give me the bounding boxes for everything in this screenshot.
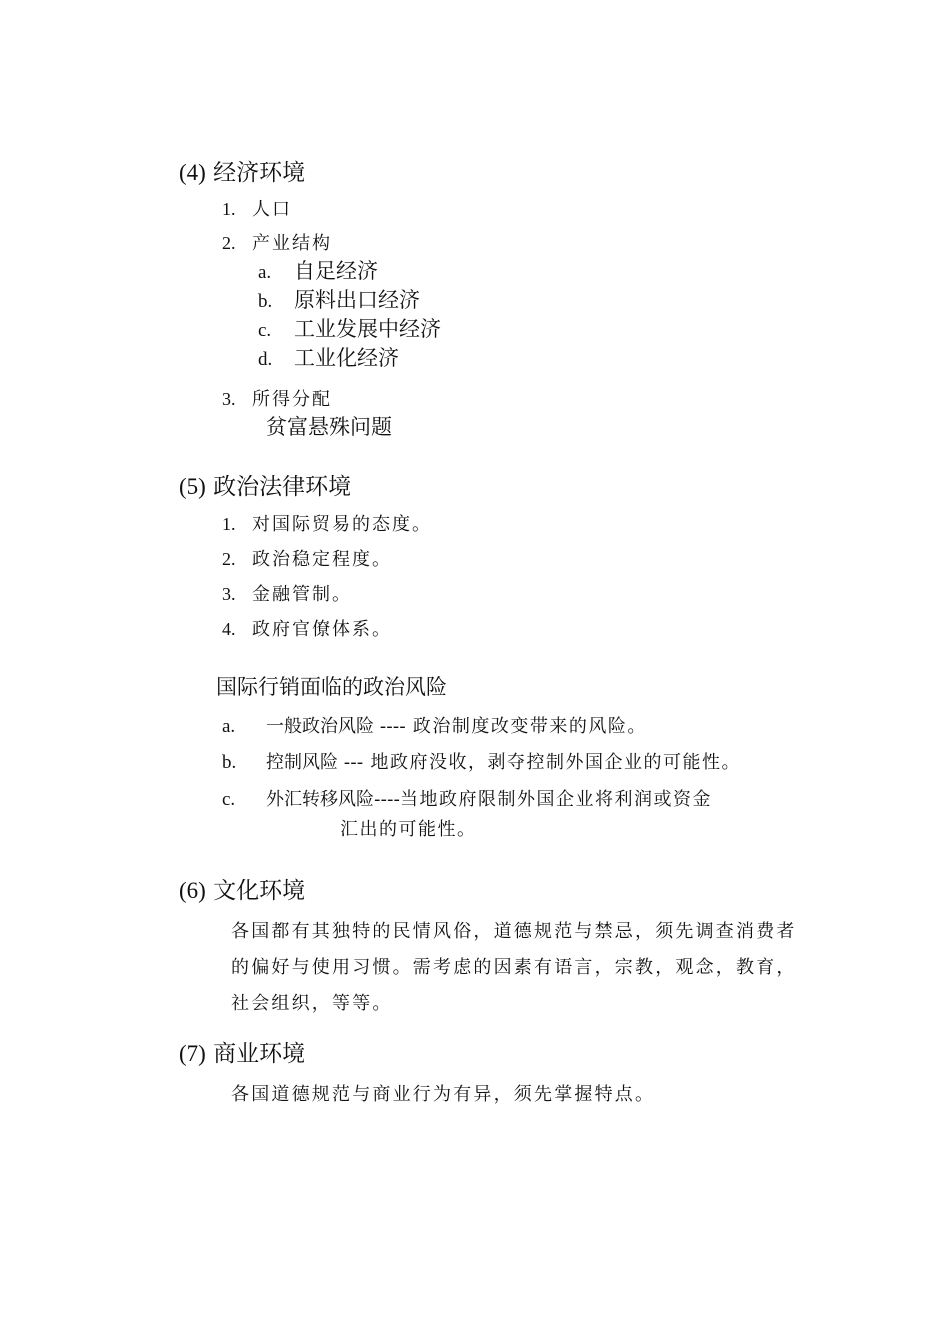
risk-separator: --- bbox=[338, 752, 364, 773]
section-7-heading bbox=[179, 1039, 305, 1069]
item-number: 1. bbox=[222, 514, 236, 534]
item-number: c. bbox=[258, 320, 272, 341]
item-text: 工业发展中经济 bbox=[294, 317, 441, 341]
risk-description-continued bbox=[340, 817, 477, 843]
note-text: 贫富悬殊问题 bbox=[266, 415, 392, 439]
risk-item bbox=[222, 750, 741, 776]
item-text: 自足经济 bbox=[294, 259, 378, 283]
list-item bbox=[222, 196, 292, 223]
sub-list-item bbox=[258, 286, 420, 316]
item-text: 所得分配 bbox=[252, 389, 332, 410]
item-text: 产业结构 bbox=[252, 233, 332, 254]
item-text: 人口 bbox=[252, 199, 292, 220]
list-item bbox=[222, 511, 432, 538]
item-text: 原料出口经济 bbox=[294, 288, 420, 312]
item-number: b. bbox=[258, 291, 273, 312]
list-item bbox=[222, 546, 392, 573]
item-number: a. bbox=[222, 716, 236, 737]
item-text: 政治稳定程度。 bbox=[252, 549, 392, 570]
risk-description: 政治制度改变带来的风险。 bbox=[405, 716, 647, 737]
section-title: 经济环境 bbox=[213, 160, 306, 186]
sub-list-item bbox=[258, 344, 399, 374]
section-number: (5) bbox=[179, 474, 206, 499]
item-number: 4. bbox=[222, 619, 236, 639]
item-text: 工业化经济 bbox=[294, 346, 399, 370]
risk-separator: ---- bbox=[374, 716, 406, 737]
paragraph: 各国道德规范与商业行为有异，须先掌握特点。 bbox=[231, 1084, 656, 1105]
section-number: (6) bbox=[179, 878, 206, 903]
section-5-heading bbox=[179, 472, 351, 502]
section-title: 文化环境 bbox=[213, 878, 306, 904]
section-number: (4) bbox=[179, 160, 206, 185]
sub-list-item bbox=[258, 257, 378, 287]
paragraph: 各国都有其独特的民情风俗，道德规范与禁忌，须先调查消费者的偏好与使用习惯。需考虑的因素有语言，宗教，观念，教育，社会组织，等等。 bbox=[231, 921, 797, 1014]
risk-description: 汇出的可能性。 bbox=[340, 819, 477, 840]
section-4-heading bbox=[179, 158, 305, 188]
item-number: 2. bbox=[222, 549, 236, 569]
item-text: 金融管制。 bbox=[252, 584, 352, 605]
item-number: 1. bbox=[222, 199, 236, 219]
item-number: 3. bbox=[222, 389, 236, 409]
list-item bbox=[222, 230, 332, 257]
risk-separator: ---- bbox=[374, 789, 400, 810]
risk-item bbox=[222, 714, 647, 740]
item-text: 对国际贸易的态度。 bbox=[252, 514, 432, 535]
risk-term: 控制风险 bbox=[266, 752, 338, 773]
section-number: (7) bbox=[179, 1041, 206, 1066]
risk-description: 当地政府限制外国企业将利润或资金 bbox=[399, 789, 712, 810]
risk-item bbox=[222, 787, 712, 813]
risk-term: 一般政治风险 bbox=[266, 716, 374, 737]
list-item bbox=[222, 616, 392, 643]
list-item bbox=[222, 581, 352, 608]
item-number: d. bbox=[258, 349, 273, 370]
risk-description: 地政府没收，剥夺控制外国企业的可能性。 bbox=[363, 752, 741, 773]
item-text: 政府官僚体系。 bbox=[252, 619, 392, 640]
sub-list-item bbox=[258, 315, 441, 345]
item-number: b. bbox=[222, 752, 237, 773]
item-number: 2. bbox=[222, 233, 236, 253]
item-number: c. bbox=[222, 789, 236, 810]
list-item bbox=[222, 386, 332, 413]
section-title: 政治法律环境 bbox=[213, 474, 352, 500]
section-title: 商业环境 bbox=[213, 1041, 306, 1067]
item-number: a. bbox=[258, 262, 272, 283]
section-6-heading bbox=[179, 876, 305, 906]
item-number: 3. bbox=[222, 584, 236, 604]
risk-heading: 国际行销面临的政治风险 bbox=[216, 675, 447, 699]
risk-term: 外汇转移风险 bbox=[266, 789, 374, 810]
